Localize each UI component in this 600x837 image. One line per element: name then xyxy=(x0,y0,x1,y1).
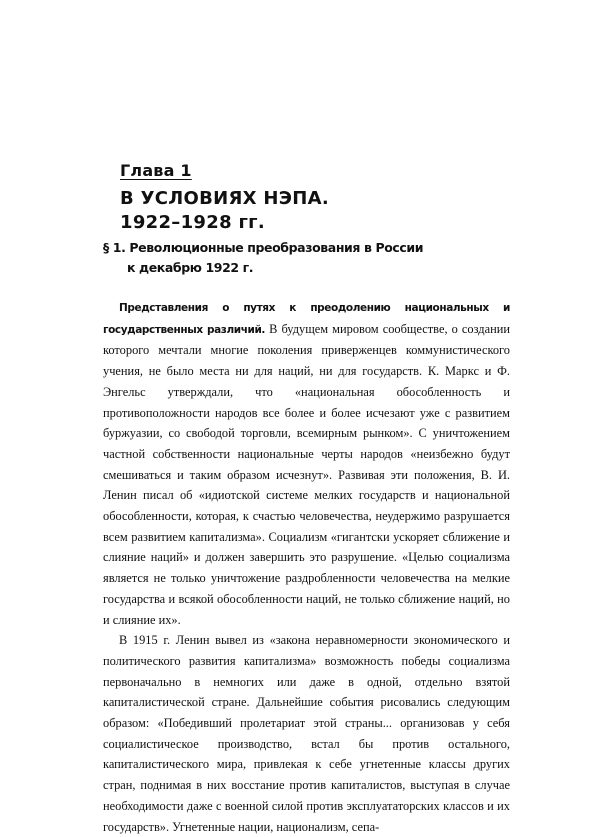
body-text xyxy=(103,297,510,837)
paragraph-2: В 1915 г. Ленин вывел из «закона неравномерности экономического и политического развития капитализма» возможность победы социализма первоначально в немногих или даже в одной, отдельно взятой капиталистической стране. Дальнейшие события рисовались следующим образом: «Победивший пролетариат этой страны... организовав у себя социалистическое производство, встал бы против остального, капиталистического мира, привлекая к себе угнетенные классы других стран, поднимая в них восстание против капиталистов, выступая в случае необходимости даже с военной силой против эксплуататорских классов и их государств». Угнетенные нации, национализм, сепа- xyxy=(103,633,510,834)
section-heading-line-1: § 1. Революционные преобразования в России xyxy=(103,240,424,255)
chapter-title-line-1: В УСЛОВИЯХ НЭПА. xyxy=(120,188,330,209)
paragraph-lead-in: Представления о путях к преодолению национальных и государственных различий. xyxy=(103,302,510,336)
section-heading xyxy=(103,238,443,278)
chapter-title xyxy=(120,187,329,235)
section-heading-line-2: к декабрю 1922 г. xyxy=(127,260,254,275)
paragraph-1 xyxy=(103,297,510,630)
chapter-title-line-2: 1922–1928 гг. xyxy=(120,212,266,233)
chapter-label: Глава 1 xyxy=(120,161,192,180)
paragraph-1-text: В будущем мировом сообществе, о создании которого мечтали многие поколения приверженцев коммунистического учения, не было места ни для наций, ни для государств. К. Маркс и Ф. Энгельс утверждали, что «национальная обособленность и противоположности народов все более и более исчезают уже с развитием буржуазии, со свободой торговли, всемирным рынком». С уничтожением частной собственности национальные черты народов «неизбежно будут смешиваться и таким образом исчезнут». Развивая эти положения, В. И. Ленин писал об «идиотской системе мелких государств и национальной обособленности, которая, к счастью человечества, неудержимо разрушается всем развитием капитализма». Социализм «гигантски ускоряет сближение и слияние наций» и должен завершить это разрушение. «Целью социализма является не только уничтожение раздробленности человечества на мелкие государства и всякой обособленности наций, не только сближение наций, но и слияние их». xyxy=(103,321,510,627)
